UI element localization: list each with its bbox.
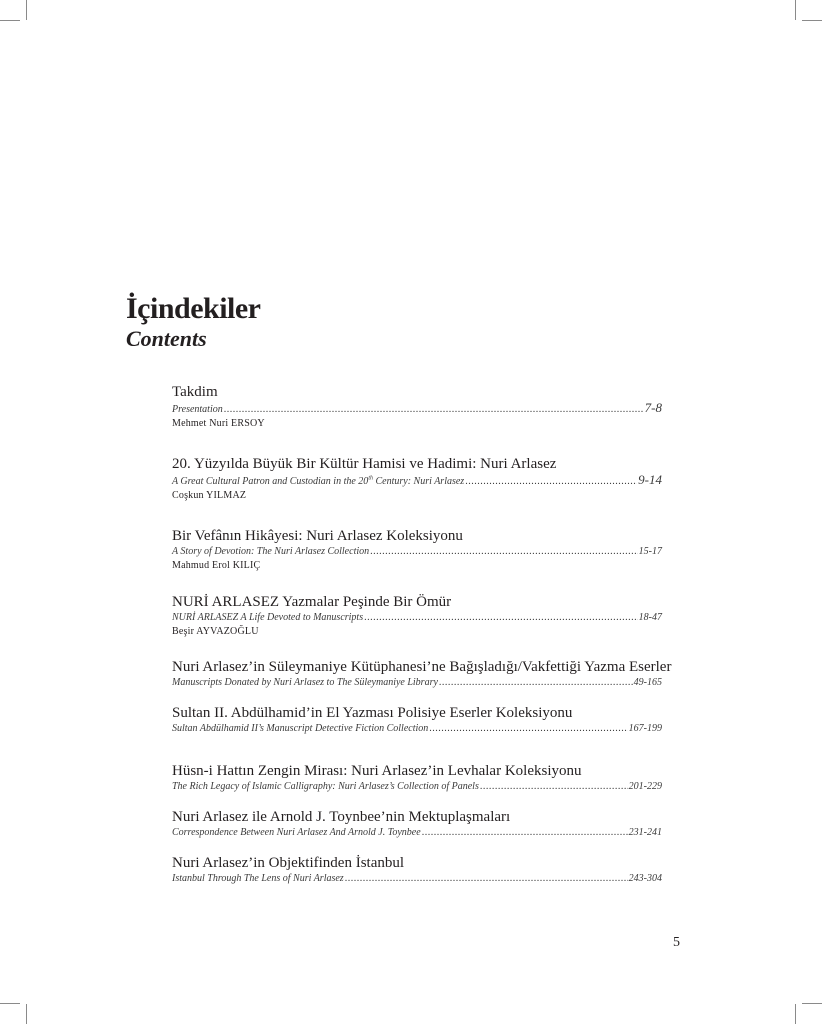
entry-subtitle-line bbox=[172, 473, 662, 488]
crop-mark-bottom-right bbox=[795, 1004, 796, 1024]
toc-entry-istanbul[interactable] bbox=[172, 854, 662, 885]
entry-pages: 49-165 bbox=[633, 677, 662, 688]
entry-pages: 231-241 bbox=[628, 827, 662, 838]
page-subtitle: Contents bbox=[126, 326, 207, 351]
entry-title: Takdim bbox=[172, 384, 218, 400]
toc-entry-takdim[interactable] bbox=[172, 383, 662, 430]
entry-pages: 201-229 bbox=[628, 781, 662, 792]
entry-pages: 18-47 bbox=[638, 612, 662, 623]
crop-mark-bottom-right-h bbox=[802, 1003, 822, 1004]
leader-dots bbox=[345, 872, 628, 885]
entry-title: 20. Yüzyılda Büyük Bir Kültür Hamisi ve Hadimi: Nuri Arlasez bbox=[172, 456, 557, 472]
entry-title: Sultan II. Abdülhamid’in El Yazması Polisiye Eserler Koleksiyonu bbox=[172, 705, 573, 721]
leader-dots bbox=[224, 403, 644, 416]
leader-dots bbox=[439, 676, 633, 689]
leader-dots bbox=[364, 611, 638, 624]
entry-subtitle: Sultan Abdülhamid II’s Manuscript Detective Fiction Collection bbox=[172, 723, 429, 734]
toc-entry-toynbee[interactable] bbox=[172, 808, 662, 839]
crop-mark-bottom-left bbox=[26, 1004, 27, 1024]
entry-subtitle-line bbox=[172, 611, 662, 624]
leader-dots bbox=[465, 475, 637, 488]
toc-entry-vefa[interactable] bbox=[172, 527, 662, 572]
entry-subtitle-line bbox=[172, 780, 662, 793]
contents-heading bbox=[126, 291, 261, 351]
entry-pages: 7-8 bbox=[644, 400, 662, 415]
leader-dots bbox=[422, 826, 628, 839]
leader-dots bbox=[370, 545, 638, 558]
page-number: 5 bbox=[673, 935, 680, 950]
entry-subtitle: A Story of Devotion: The Nuri Arlasez Collection bbox=[172, 546, 370, 557]
entry-subtitle: Manuscripts Donated by Nuri Arlasez to The Süleymaniye Library bbox=[172, 677, 438, 688]
entry-pages: 167-199 bbox=[628, 723, 662, 734]
entry-subtitle bbox=[172, 475, 464, 488]
toc-entry-suleymaniye[interactable] bbox=[172, 658, 672, 689]
entry-pages: 15-17 bbox=[638, 546, 662, 557]
entry-title: Nuri Arlasez’in Objektifinden İstanbul bbox=[172, 855, 405, 871]
entry-subtitle-sup: th bbox=[368, 475, 373, 482]
toc-entry-husn-i-hat[interactable] bbox=[172, 762, 662, 793]
entry-subtitle: Correspondence Between Nuri Arlasez And Arnold J. Toynbee bbox=[172, 827, 421, 838]
entry-title: NURİ ARLASEZ Yazmalar Peşinde Bir Ömür bbox=[172, 594, 452, 610]
entry-title: Bir Vefânın Hikâyesi: Nuri Arlasez Koleksiyonu bbox=[172, 528, 463, 544]
entry-author: Mehmet Nuri ERSOY bbox=[172, 418, 265, 429]
entry-subtitle-line bbox=[172, 722, 662, 735]
entry-author: Coşkun YILMAZ bbox=[172, 490, 247, 501]
entry-subtitle-line bbox=[172, 676, 662, 689]
entry-subtitle: The Rich Legacy of Islamic Calligraphy: Nuri Arlasez’s Collection of Panels bbox=[172, 781, 479, 792]
entry-pages: 9-14 bbox=[638, 472, 662, 487]
entry-pages: 243-304 bbox=[628, 873, 662, 884]
entry-subtitle-line bbox=[172, 872, 662, 885]
entry-title: Nuri Arlasez ile Arnold J. Toynbee’nin Mektuplaşmaları bbox=[172, 809, 511, 825]
crop-mark-top-right-h bbox=[802, 20, 822, 21]
entry-subtitle-line bbox=[172, 401, 662, 416]
entry-subtitle-part: Century: Nuri Arlasez bbox=[372, 476, 465, 487]
crop-mark-top-left bbox=[26, 0, 27, 20]
leader-dots bbox=[429, 722, 627, 735]
entry-subtitle: Istanbul Through The Lens of Nuri Arlasez bbox=[172, 873, 344, 884]
entry-author: Mahmud Erol KILIÇ bbox=[172, 560, 261, 571]
entry-subtitle: Presentation bbox=[172, 404, 223, 415]
crop-mark-bottom-left-h bbox=[0, 1003, 20, 1004]
entry-subtitle-line bbox=[172, 545, 662, 558]
entry-subtitle-part: A Great Cultural Patron and Custodian in the 20 bbox=[172, 476, 369, 487]
entry-title: Hüsn-i Hattın Zengin Mirası: Nuri Arlasez’in Levhalar Koleksiyonu bbox=[172, 763, 582, 779]
page-title: İçindekiler bbox=[126, 292, 261, 325]
entry-title: Nuri Arlasez’in Süleymaniye Kütüphanesi’ne Bağışladığı/Vakfettiği Yazma Eserler bbox=[172, 659, 672, 675]
toc-entry-yazmalar[interactable] bbox=[172, 593, 662, 638]
crop-mark-top-left-h bbox=[0, 20, 20, 21]
toc-entry-abdulhamid[interactable] bbox=[172, 704, 662, 735]
entry-subtitle: NURİ ARLASEZ A Life Devoted to Manuscripts bbox=[172, 612, 364, 623]
crop-mark-top-right bbox=[795, 0, 796, 20]
toc-entry-kultur-hamisi[interactable] bbox=[172, 455, 662, 502]
leader-dots bbox=[480, 780, 628, 793]
entry-subtitle-line bbox=[172, 826, 662, 839]
entry-author: Beşir AYVAZOĞLU bbox=[172, 626, 259, 637]
